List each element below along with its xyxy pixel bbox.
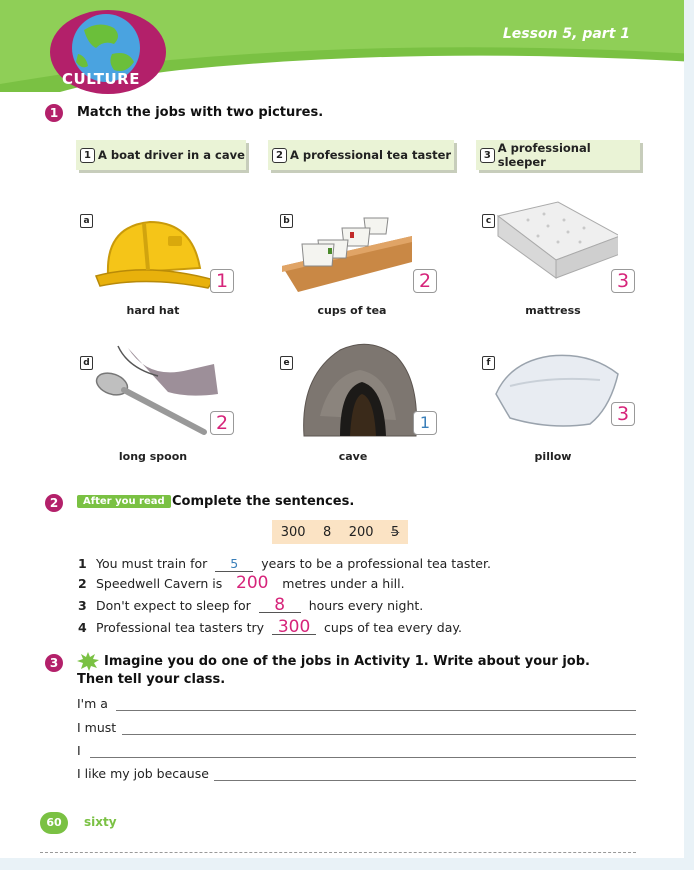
activity-1-instruction: Match the jobs with two pictures. bbox=[77, 105, 324, 120]
answer-box-a[interactable]: 1 bbox=[210, 269, 234, 293]
cave-icon bbox=[300, 336, 420, 440]
sentence-3 bbox=[78, 595, 424, 615]
job-label: A professional tea taster bbox=[290, 148, 452, 162]
job-number: 1 bbox=[80, 148, 95, 163]
picture-long-spoon bbox=[88, 340, 218, 448]
splat-icon bbox=[76, 650, 100, 672]
sentence-number: 3 bbox=[78, 598, 87, 613]
job-label: A professional sleeper bbox=[497, 141, 591, 169]
lesson-title: Lesson 5, part 1 bbox=[502, 26, 630, 42]
word-option: 200 bbox=[348, 524, 374, 540]
sentence-text: Don't expect to sleep for bbox=[96, 598, 251, 613]
answer-box-b[interactable]: 2 bbox=[413, 269, 437, 293]
picture-letter: a bbox=[80, 214, 93, 228]
picture-cave bbox=[300, 336, 430, 444]
activity-3-instruction-line1: Imagine you do one of the jobs in Activity 1. Write about your job. bbox=[104, 654, 590, 669]
word-option: 300 bbox=[280, 524, 306, 540]
word-option: 8 bbox=[322, 524, 332, 540]
picture-letter: e bbox=[280, 356, 293, 370]
activity-2-instruction: Complete the sentences. bbox=[172, 494, 355, 509]
culture-badge: CULTURE bbox=[62, 70, 140, 88]
answer-blank-3[interactable]: 8 bbox=[259, 598, 301, 613]
activity-2-number: 2 bbox=[45, 494, 63, 512]
prompt-label: I bbox=[77, 743, 81, 758]
answer-box-e[interactable]: 1 bbox=[413, 411, 437, 435]
job-label: A boat driver in a cave bbox=[98, 148, 245, 162]
answer-blank-1[interactable]: 5 bbox=[215, 556, 253, 572]
activity-3-instruction-line2: Then tell your class. bbox=[77, 672, 226, 687]
pillow-icon bbox=[490, 346, 620, 436]
answer-box-f[interactable]: 3 bbox=[611, 402, 635, 426]
picture-caption: hard hat bbox=[126, 304, 180, 317]
picture-caption: cave bbox=[338, 450, 368, 463]
picture-letter: c bbox=[482, 214, 495, 228]
prompt-label: I'm a bbox=[77, 696, 108, 711]
activity-1-number: 1 bbox=[45, 104, 63, 122]
write-line-3[interactable] bbox=[90, 757, 636, 758]
write-line-2[interactable] bbox=[122, 734, 636, 735]
job-number: 2 bbox=[272, 148, 287, 163]
picture-hard-hat bbox=[88, 196, 218, 304]
sentence-text: years to be a professional tea taster. bbox=[261, 556, 491, 571]
mattress-icon bbox=[488, 196, 618, 296]
write-line-1[interactable] bbox=[116, 710, 636, 711]
answer-box-d[interactable]: 2 bbox=[210, 411, 234, 435]
picture-pillow bbox=[490, 346, 620, 454]
sentence-text: cups of tea every day. bbox=[324, 620, 462, 635]
prompt-label: I must bbox=[77, 720, 117, 735]
job-box-2 bbox=[268, 140, 454, 170]
sentence-1 bbox=[78, 556, 491, 572]
picture-letter: f bbox=[482, 356, 495, 370]
sentence-text: Speedwell Cavern is bbox=[96, 576, 223, 591]
spoon-icon bbox=[88, 340, 218, 440]
teacup-icon bbox=[282, 196, 412, 296]
answer-blank-2[interactable]: 200 bbox=[236, 573, 269, 593]
hard-hat-icon bbox=[88, 196, 218, 296]
page-number: 60 bbox=[40, 812, 68, 834]
answer-blank-4[interactable]: 300 bbox=[272, 620, 316, 635]
sentence-text: Professional tea tasters try bbox=[96, 620, 265, 635]
sentence-text: hours every night. bbox=[308, 598, 424, 613]
picture-letter: b bbox=[280, 214, 293, 228]
picture-caption: mattress bbox=[525, 304, 581, 317]
sentence-4 bbox=[78, 617, 462, 637]
job-box-1 bbox=[76, 140, 246, 170]
culture-logo bbox=[44, 10, 174, 102]
picture-cups-of-tea bbox=[282, 196, 412, 304]
sentence-text: You must train for bbox=[96, 556, 208, 571]
job-number: 3 bbox=[480, 148, 495, 163]
picture-caption: cups of tea bbox=[317, 304, 387, 317]
write-line-4[interactable] bbox=[214, 780, 636, 781]
page-bottom-rule bbox=[40, 852, 636, 853]
sentence-number: 1 bbox=[78, 556, 87, 571]
picture-mattress bbox=[488, 196, 618, 304]
word-option-used: 5 bbox=[390, 524, 400, 540]
globe-icon bbox=[44, 10, 174, 102]
after-you-read-tag: After you read bbox=[77, 495, 171, 508]
sentence-number: 2 bbox=[78, 576, 87, 591]
picture-letter: d bbox=[80, 356, 93, 370]
prompt-label: I like my job because bbox=[77, 766, 209, 781]
sentence-number: 4 bbox=[78, 620, 87, 635]
sentence-text: metres under a hill. bbox=[282, 576, 405, 591]
page-number-word: sixty bbox=[84, 815, 117, 829]
sentence-2 bbox=[78, 573, 405, 593]
answer-box-c[interactable]: 3 bbox=[611, 269, 635, 293]
activity-3-number: 3 bbox=[45, 654, 63, 672]
picture-caption: long spoon bbox=[118, 450, 188, 463]
job-box-3 bbox=[476, 140, 640, 170]
word-box bbox=[272, 520, 408, 544]
picture-caption: pillow bbox=[534, 450, 572, 463]
